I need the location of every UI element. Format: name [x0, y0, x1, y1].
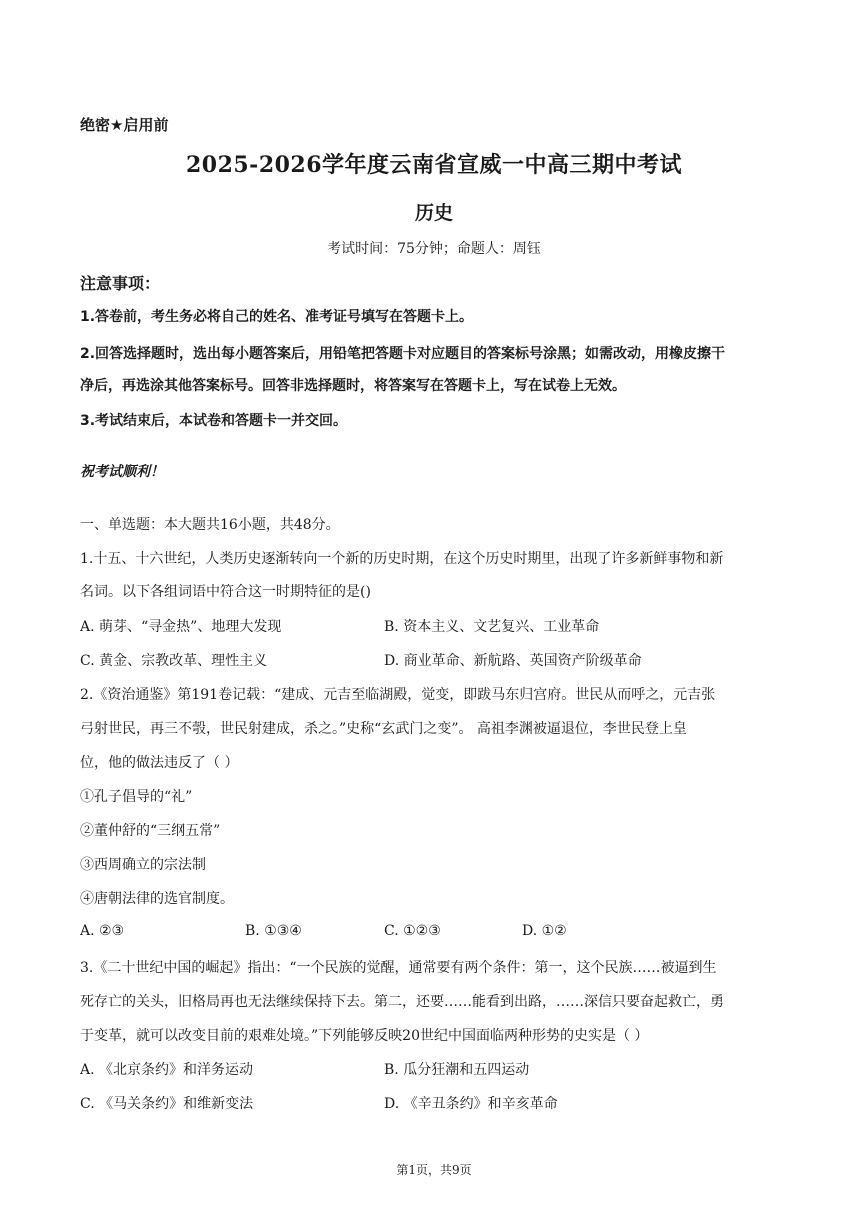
notice-item-2-line-2: 净后，再选涂其他答案标号。回答非选择题时，将答案写在答题卡上，写在试卷上无效。 [80, 378, 626, 394]
q3-stem-line-1: 3.《二十世纪中国的崛起》指出：“一个民族的觉醒，通常要有两个条件：第一，这个民族……被逼到生 [80, 960, 717, 976]
q3-option-c: C. 《马关条约》和维新变法 [80, 1096, 254, 1112]
subject-title: 历史 [414, 202, 453, 224]
exam-info: 考试时间：75分钟；命题人：周钰 [327, 241, 541, 257]
notice-item-3: 3.考试结束后，本试卷和答题卡一并交回。 [80, 413, 348, 429]
q3-option-b: B. 瓜分狂潮和五四运动 [384, 1062, 530, 1078]
good-luck-text: 祝考试顺利！ [80, 464, 164, 480]
exam-title: 2025-2026学年度云南省宣威一中高三期中考试 [185, 152, 683, 178]
q2-stem-line-2: 弓射世民，再三不彀，世民射建成，杀之。”史称“玄武门之变”。 高祖李渊被逼退位，李世民登上皇 [80, 721, 687, 737]
q3-stem-line-3: 于变革，就可以改变目前的艰难处境。”下列能够反映20世纪中国面临两种形势的史实是（ ） [80, 1028, 649, 1044]
q2-stem-line-3: 位，他的做法违反了（ ） [80, 755, 239, 771]
q1-option-a: A. 萌芽、“寻金热”、地理大发现 [80, 619, 282, 635]
q2-statement-4: ④唐朝法律的选官制度。 [80, 891, 234, 907]
q1-option-d: D. 商业革命、新航路、英国资产阶级革命 [384, 653, 642, 669]
q2-stem-line-1: 2.《资治通鉴》第191卷记载：“建成、元吉至临湖殿，觉变，即跋马东归宫府。世民从而呼之，元吉张 [80, 687, 716, 703]
q3-option-d: D. 《辛丑条约》和辛亥革命 [384, 1096, 558, 1112]
q2-statement-1: ①孔子倡导的“礼” [80, 789, 193, 805]
notice-heading: 注意事项： [80, 274, 161, 293]
q2-statement-2: ②董仲舒的“三纲五常” [80, 823, 221, 839]
notice-item-1: 1.答卷前，考生务必将自己的姓名、准考证号填写在答题卡上。 [80, 309, 474, 325]
q1-option-b: B. 资本主义、文艺复兴、工业革命 [384, 619, 600, 635]
q2-option-b: B. ①③④ [245, 923, 302, 939]
q1-option-c: C. 黄金、宗教改革、理性主义 [80, 653, 268, 669]
q2-option-c: C. ①②③ [384, 923, 441, 939]
q2-statement-3: ③西周确立的宗法制 [80, 857, 206, 873]
q2-option-d: D. ①② [522, 923, 567, 939]
q3-option-a: A. 《北京条约》和洋务运动 [80, 1062, 254, 1078]
q2-option-a: A. ②③ [80, 923, 125, 939]
q3-stem-line-2: 死存亡的关头，旧格局再也无法继续保持下去。第二，还要……能看到出路，……深信只要奋起救亡，勇 [80, 994, 724, 1010]
page-number: 第1页，共9页 [396, 1163, 472, 1177]
confidential-label: 绝密★启用前 [80, 116, 169, 134]
section-heading: 一、单选题：本大题共16小题，共48分。 [80, 517, 340, 533]
notice-item-2-line-1: 2.回答选择题时，选出每小题答案后，用铅笔把答题卡对应题目的答案标号涂黑；如需改动，用橡皮擦干 [80, 346, 726, 362]
q1-stem-line-1: 1.十五、十六世纪，人类历史逐渐转向一个新的历史时期，在这个历史时期里，出现了许多新鲜事物和新 [80, 551, 724, 567]
q1-stem-line-2: 名词。以下各组词语中符合这一时期特征的是() [80, 584, 371, 600]
